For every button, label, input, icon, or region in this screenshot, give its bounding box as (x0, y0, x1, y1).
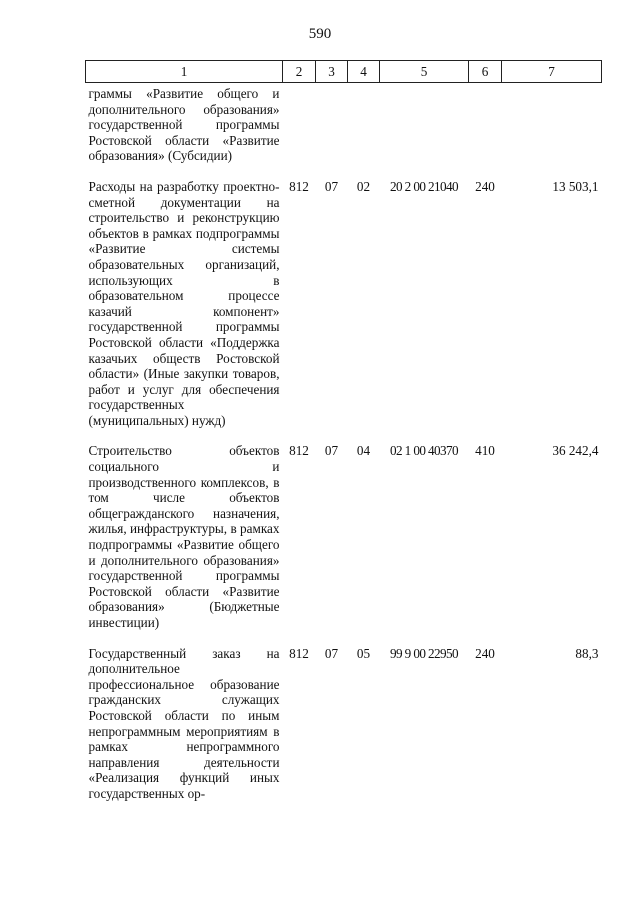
row-section: 07 (324, 645, 339, 661)
table-row (86, 179, 602, 444)
page-number: 590 (308, 26, 332, 42)
table-row (86, 443, 602, 645)
row-target-article: 02 1 00 40370 (389, 443, 459, 459)
row-description: граммы «Развитие общего и дополнительного образования» государственной программы Ростовской области «Развитие образования» (Субсидии) (88, 86, 280, 164)
row-target-article: 99 9 00 22950 (389, 645, 459, 661)
header-col-3: 3 (316, 61, 348, 83)
row-subsection (348, 83, 380, 179)
row-section: 07 (324, 443, 339, 459)
row-amount: 13 503,1 (552, 178, 599, 194)
header-col-6: 6 (469, 61, 502, 83)
row-target-article: 20 2 00 21040 (389, 178, 459, 194)
row-ministry: 812 (289, 178, 309, 194)
row-expense-type (469, 83, 502, 179)
table-row (86, 646, 602, 817)
table-row (86, 83, 602, 179)
row-ministry: 812 (289, 443, 309, 459)
row-expense-type: 410 (475, 443, 495, 459)
row-ministry: 812 (289, 645, 309, 661)
header-col-2: 2 (283, 61, 316, 83)
row-target-article (380, 83, 469, 179)
row-section: 07 (324, 178, 339, 194)
row-amount: 36 242,4 (552, 443, 599, 459)
row-ministry (283, 83, 316, 179)
header-col-5: 5 (380, 61, 469, 83)
row-section (316, 83, 348, 179)
row-expense-type: 240 (475, 178, 495, 194)
row-subsection: 02 (356, 178, 371, 194)
header-col-4: 4 (348, 61, 380, 83)
row-subsection: 04 (356, 443, 371, 459)
row-expense-type: 240 (475, 645, 495, 661)
header-col-1: 1 (86, 61, 283, 83)
row-description: Государственный заказ на дополнительное профессиональное образование гражданских служащих Ростовской области по иным непрограммным мероприятиям в рамках непрограммного направления деятельности «Реализация функций иных государственных ор- (88, 645, 280, 801)
row-amount: 88,3 (575, 645, 599, 661)
header-col-7: 7 (502, 61, 602, 83)
budget-table (85, 60, 602, 817)
row-description: Расходы на разработку проектно-сметной документации на строительство и реконструкцию объектов в рамках подпрограммы «Развитие системы образовательных организаций, использующих в образовательном процессе казачий компонент» государственной программы Ростовской области «Поддержка казачьих обществ Ростовской области» (Иные закупки товаров, работ и услуг для обеспечения государственных (муниципальных) нужд) (88, 178, 280, 428)
row-description: Строительство объектов социального и производственного комплексов, в том числе объектов общегражданского назначения, жилья, инфраструктуры, в рамках подпрограммы «Развитие общего и дополнительного образования» государственной программы Ростовской области «Развитие образования» (Бюджетные инвестиции) (88, 443, 280, 630)
row-amount (502, 83, 602, 179)
row-subsection: 05 (356, 645, 371, 661)
table-header-row (86, 61, 602, 83)
